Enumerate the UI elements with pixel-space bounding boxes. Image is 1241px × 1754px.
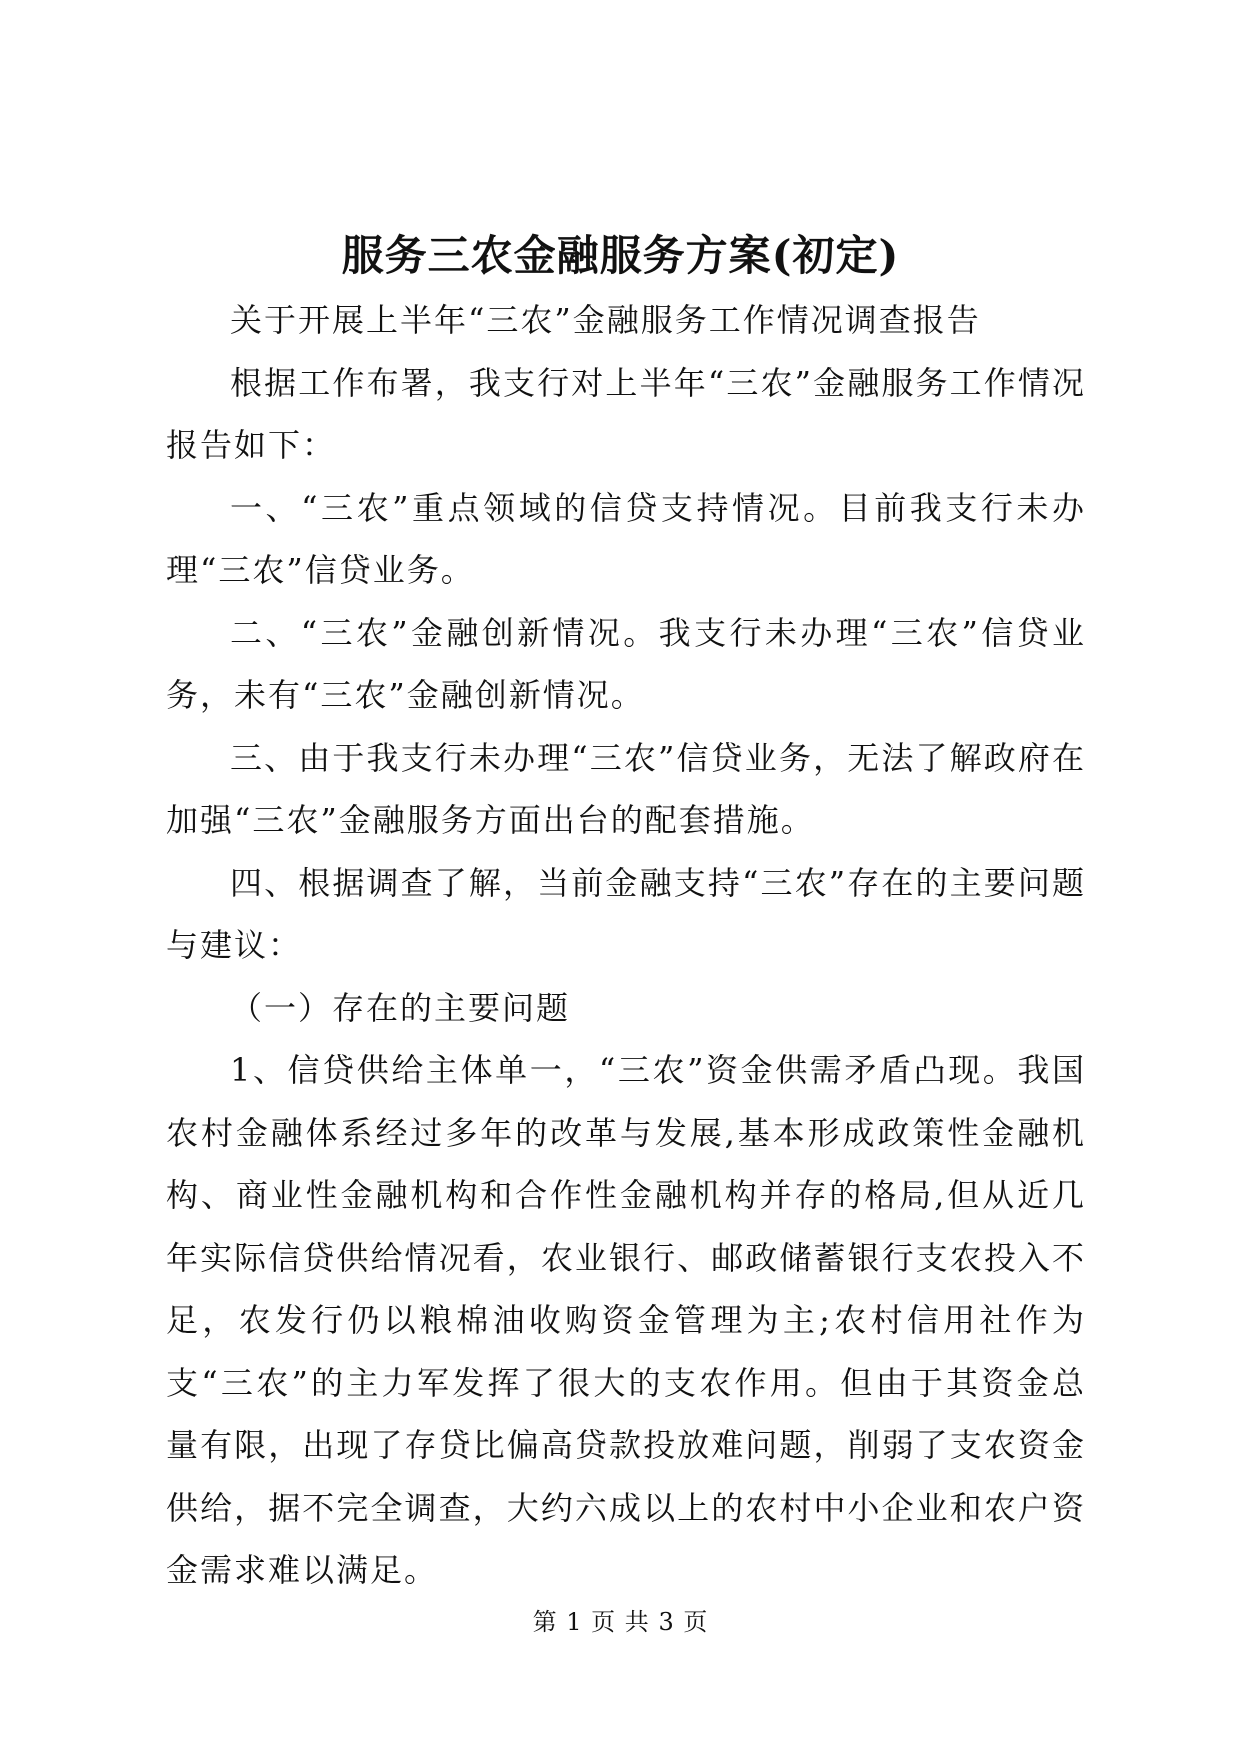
subsection-heading: （一）存在的主要问题	[230, 988, 571, 1027]
section-four-paragraph: 四、根据调查了解，当前金融支持“三农”存在的主要问题与建议：	[166, 863, 1086, 964]
document-body	[166, 289, 1086, 1602]
section-three-paragraph: 三、由于我支行未办理“三农”信贷业务，无法了解政府在加强“三农”金融服务方面出台的配套措施。	[166, 738, 1086, 839]
problem-one-paragraph: 1、信贷供给主体单一，“三农”资金供需矛盾凸现。我国农村金融体系经过多年的改革与发展,基本形成政策性金融机构、商业性金融机构和合作性金融机构并存的格局,但从近几年实际信贷供给情况看，农业银行、邮政储蓄银行支农投入不足，农发行仍以粮棉油收购资金管理为主;农村信用社作为支“三农”的主力军发挥了很大的支农作用。但由于其资金总量有限，出现了存贷比偏高贷款投放难问题，削弱了支农资金供给，据不完全调查，大约六成以上的农村中小企业和农户资金需求难以满足。	[166, 1051, 1086, 1589]
section-two-paragraph: 二、“三农”金融创新情况。我支行未办理“三农”信贷业务，未有“三农”金融创新情况。	[166, 613, 1086, 714]
section-one-paragraph: 一、“三农”重点领域的信贷支持情况。目前我支行未办理“三农”信贷业务。	[166, 488, 1086, 589]
document-title: 服务三农金融服务方案(初定)	[341, 231, 900, 280]
report-heading-paragraph: 关于开展上半年“三农”金融服务工作情况调查报告	[230, 301, 981, 339]
page-footer: 第 1 页 共 3 页	[532, 1608, 709, 1636]
intro-paragraph: 根据工作布署，我支行对上半年“三农”金融服务工作情况报告如下：	[166, 363, 1086, 464]
